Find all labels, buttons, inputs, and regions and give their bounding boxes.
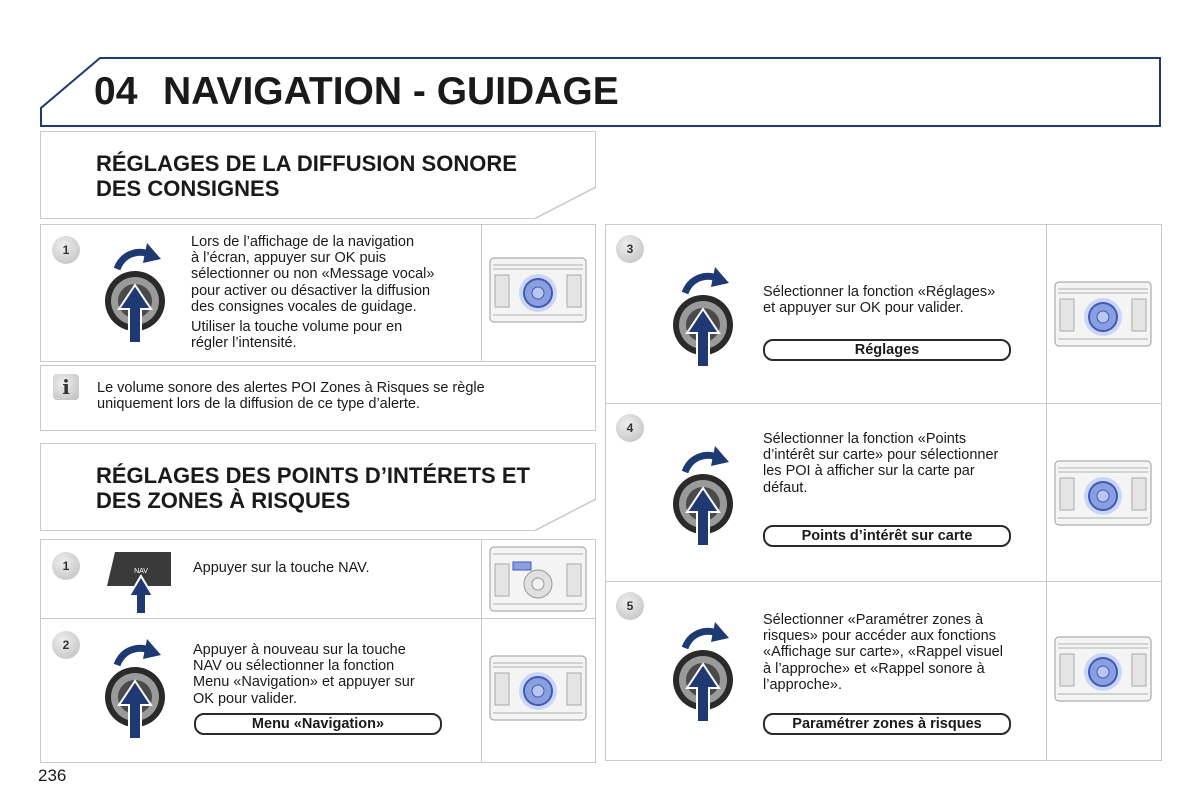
risk-zones-label: Paramétrer zones à risques — [763, 713, 1011, 735]
text-line: Appuyer à nouveau sur la touche — [193, 642, 406, 658]
knob-press-illustration — [671, 618, 735, 724]
info-icon: i — [53, 374, 79, 400]
corner-cut — [534, 187, 596, 219]
reglages-label: Réglages — [763, 339, 1011, 361]
text-line: pour activer ou désactiver la diffusion — [191, 282, 431, 299]
section-heading-sound — [40, 131, 596, 219]
section-title-line: RÉGLAGES DES POINTS D’INTÉRETS ET — [96, 463, 530, 488]
section-heading-poi — [40, 443, 596, 531]
text-line: Sélectionner «Paramétrer zones à — [763, 612, 984, 628]
console-illustration — [489, 546, 587, 612]
step-description: Appuyer sur la touche NAV. — [193, 560, 370, 576]
text-line: et appuyer sur OK pour valider. — [763, 300, 964, 317]
text-line: à l’approche» et «Rappel sonore à — [763, 660, 985, 677]
corner-cut — [534, 499, 596, 531]
section-title-line: DES CONSIGNES — [96, 176, 280, 201]
nav-key-illustration — [105, 546, 175, 616]
text-line: régler l’intensité. — [191, 335, 297, 352]
page-number: 236 — [38, 766, 67, 785]
text-line: à l’écran, appuyer sur OK puis — [191, 250, 387, 267]
knob-press-illustration — [671, 442, 735, 548]
text-line: NAV ou sélectionner la fonction — [193, 658, 395, 675]
step-row-4 — [606, 404, 1161, 581]
panel-divider — [481, 225, 482, 361]
text-line: «Affichage sur carte», «Rappel visuel — [763, 644, 1003, 661]
text-line: sélectionner ou non «Message vocal» — [191, 266, 435, 283]
console-illustration — [489, 655, 587, 721]
step-description — [191, 234, 481, 355]
step-badge: 4 — [616, 414, 644, 442]
section-title-line: DES ZONES À RISQUES — [96, 488, 351, 513]
section-title — [96, 463, 530, 513]
text-line: risques» pour accéder aux fonctions — [763, 628, 996, 645]
knob-press-illustration — [103, 635, 167, 741]
step-row-3 — [606, 225, 1161, 403]
info-panel — [40, 365, 596, 431]
step-description — [763, 284, 1043, 316]
text-line: Le volume sonore des alertes POI Zones à Risques se règle — [97, 380, 485, 396]
text-line: les POI à afficher sur la carte par — [763, 463, 975, 480]
step-badge: 1 — [52, 552, 80, 580]
console-illustration — [1054, 636, 1152, 702]
text-line: uniquement lors de la diffusion de ce type d’alerte. — [97, 396, 420, 413]
nav-key-label: NAV — [134, 568, 148, 575]
step-description — [763, 431, 1043, 496]
text-line: Sélectionner la fonction «Réglages» — [763, 284, 996, 300]
step-row-5 — [606, 582, 1161, 760]
knob-press-illustration — [671, 263, 735, 369]
step-panel-poi-1 — [40, 539, 596, 619]
step-badge: 1 — [52, 236, 80, 264]
text-line: des consignes vocales de guidage. — [191, 298, 417, 315]
console-illustration — [1054, 281, 1152, 347]
text-line: OK pour valider. — [193, 690, 297, 707]
right-steps-panel — [605, 224, 1162, 761]
text-line: Menu «Navigation» et appuyer sur — [193, 674, 415, 691]
text-line: Utiliser la touche volume pour en — [191, 319, 403, 336]
step-badge: 3 — [616, 235, 644, 263]
text-line: Lors de l’affichage de la navigation — [191, 234, 415, 250]
text-line: Sélectionner la fonction «Points — [763, 431, 967, 447]
step-panel-sound-1 — [40, 224, 596, 362]
section-title-line: RÉGLAGES DE LA DIFFUSION SONORE — [96, 151, 517, 176]
chapter-title: NAVIGATION - GUIDAGE — [163, 70, 619, 113]
step-badge: 2 — [52, 631, 80, 659]
knob-press-illustration — [103, 239, 167, 345]
step-description — [193, 642, 473, 707]
step-description — [763, 612, 1048, 693]
step-panel-poi-2 — [40, 618, 596, 763]
step-badge: 5 — [616, 592, 644, 620]
chapter-number: 04 — [94, 70, 138, 113]
text-line: d’intérêt sur carte» pour sélectionner — [763, 447, 999, 464]
console-illustration — [489, 257, 587, 323]
panel-divider — [481, 619, 482, 762]
poi-on-map-label: Points d’intérêt sur carte — [763, 525, 1011, 547]
section-title — [96, 151, 517, 201]
info-text — [97, 380, 577, 412]
menu-navigation-label: Menu «Navigation» — [194, 713, 442, 735]
console-illustration — [1054, 460, 1152, 526]
panel-divider — [481, 540, 482, 618]
text-line: défaut. — [763, 479, 808, 496]
text-line: l’approche». — [763, 676, 842, 693]
